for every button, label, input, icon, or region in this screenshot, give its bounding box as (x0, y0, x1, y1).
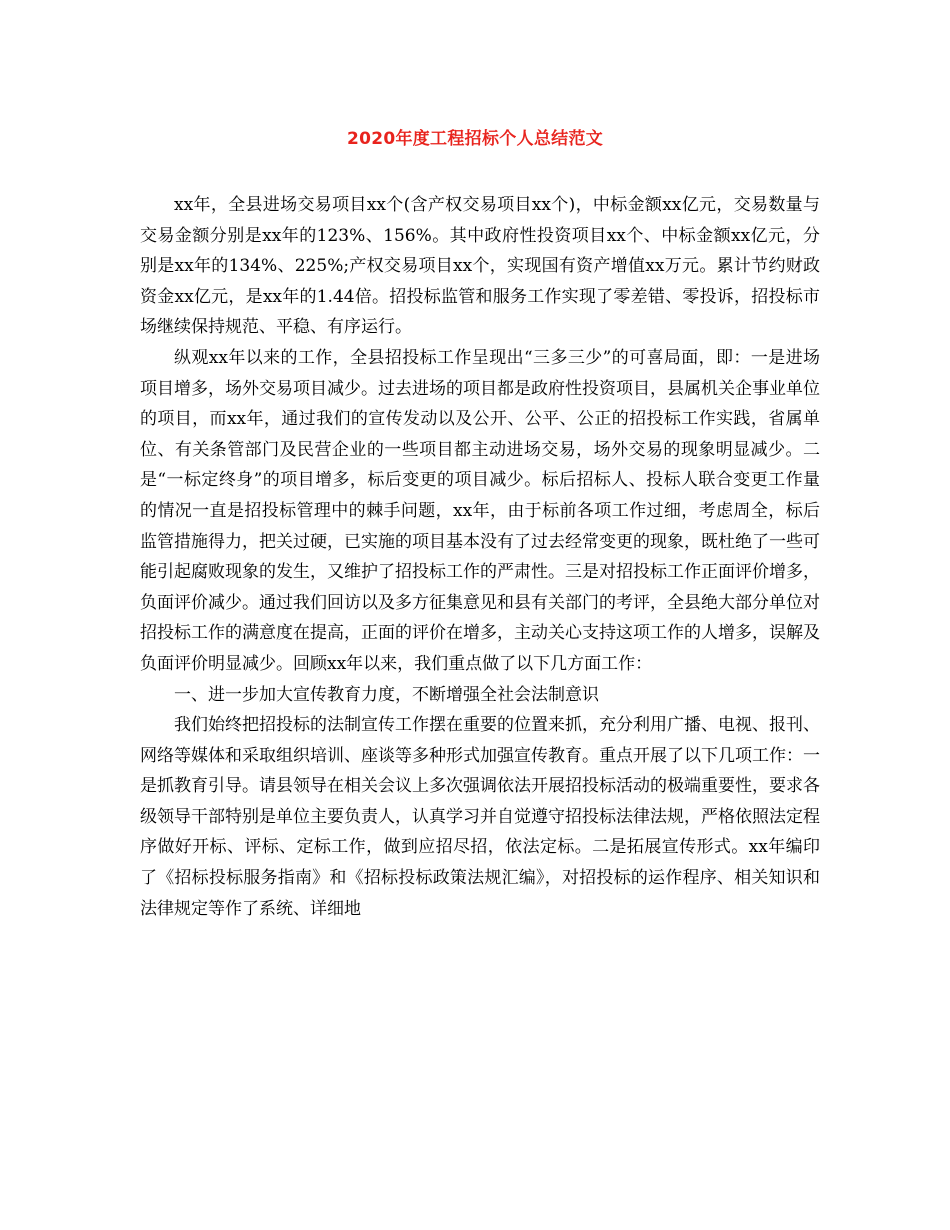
document-body (140, 190, 820, 924)
paragraph-3: 我们始终把招投标的法制宣传工作摆在重要的位置来抓，充分利用广播、电视、报刊、网络等媒体和采取组织培训、座谈等多种形式加强宣传教育。重点开展了以下几项工作：一是抓教育引导。请县领导在相关会议上多次强调依法开展招投标活动的极端重要性，要求各级领导干部特别是单位主要负责人，认真学习并自觉遵守招投标法律法规，严格依照法定程序做好开标、评标、定标工作，做到应招尽招，依法定标。二是拓展宣传形式。xx年编印了《招标投标服务指南》和《招标投标政策法规汇编》，对招投标的运作程序、相关知识和法律规定等作了系统、详细地 (140, 715, 820, 919)
section-heading-1: 一、进一步加大宣传教育力度，不断增强全社会法制意识 (174, 684, 599, 705)
paragraph-2: 纵观xx年以来的工作，全县招投标工作呈现出“三多三少”的可喜局面，即：一是进场项目增多，场外交易项目减少。过去进场的项目都是政府性投资项目，县属机关企事业单位的项目，而xx年，通过我们的宣传发动以及公开、公平、公正的招投标工作实践，省属单位、有关条管部门及民营企业的一些项目都主动进场交易，场外交易的现象明显减少。二是“一标定终身”的项目增多，标后变更的项目减少。标后招标人、投标人联合变更工作量的情况一直是招投标管理中的棘手问题，xx年，由于标前各项工作过细，考虑周全，标后监管措施得力，把关过硬，已实施的项目基本没有了过去经常变更的现象，既杜绝了一些可能引起腐败现象的发生，又维护了招投标工作的严肃性。三是对招投标工作正面评价增多，负面评价减少。通过我们回访以及多方征集意见和县有关部门的考评，全县绝大部分单位对招投标工作的满意度在提高，正面的评价在增多，主动关心支持这项工作的人增多，误解及负面评价明显减少。回顾xx年以来，我们重点做了以下几方面工作： (140, 347, 820, 674)
document-title: 2020年度工程招标个人总结范文 (346, 129, 604, 149)
paragraph-1: xx年，全县进场交易项目xx个(含产权交易项目xx个)，中标金额xx亿元，交易数量与交易金额分别是xx年的123%、156%。其中政府性投资项目xx个、中标金额xx亿元，分别是xx年的134%、225%;产权交易项目xx个，实现国有资产增值xx万元。累计节约财政资金xx亿元，是xx年的1.44倍。招投标监管和服务工作实现了零差错、零投诉，招投标市场继续保持规范、平稳、有序运行。 (140, 195, 820, 338)
